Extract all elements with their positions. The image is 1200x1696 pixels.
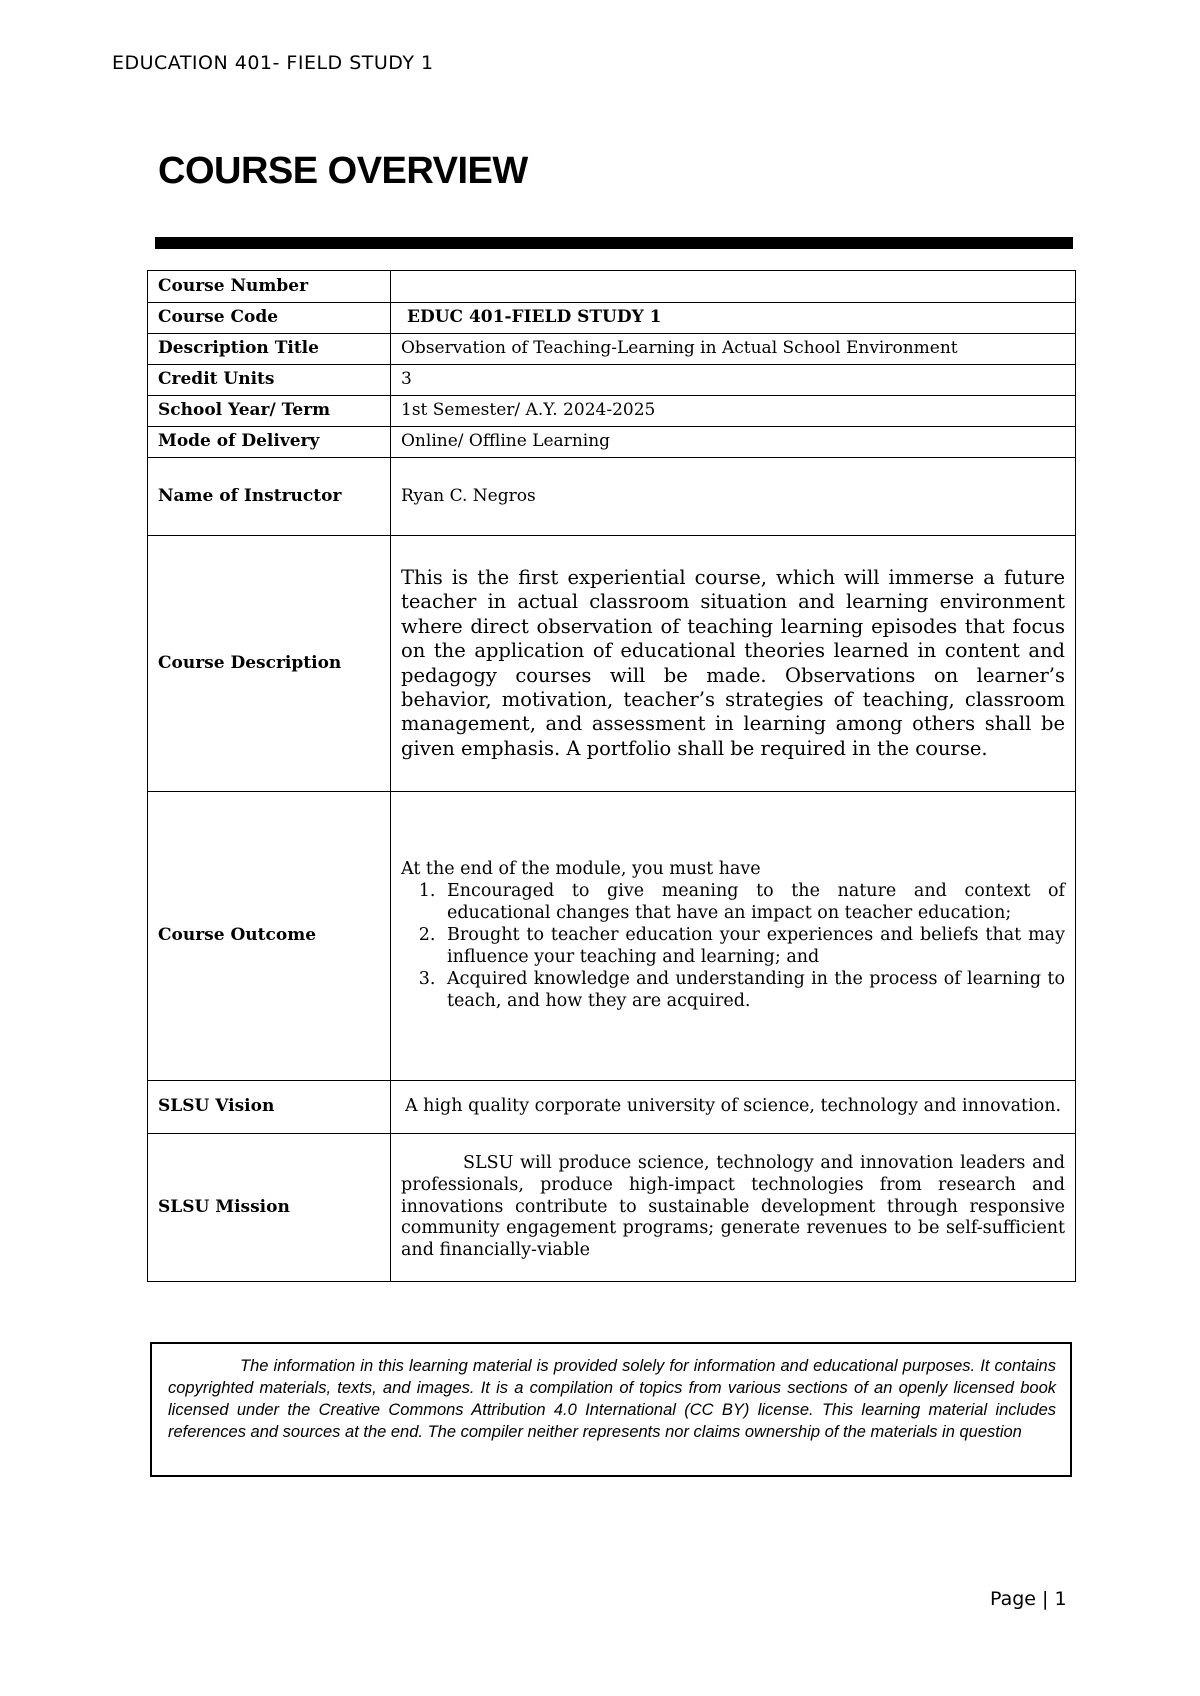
row-vision bbox=[148, 1081, 1076, 1134]
row-mode-delivery bbox=[148, 427, 1076, 458]
outcome-item: 3. Acquired knowledge and understanding in the process of learning to teach, and how they are acquired. bbox=[441, 969, 1065, 1013]
row-course-outcome bbox=[148, 792, 1076, 1081]
row-course-number bbox=[148, 271, 1076, 303]
vision-label: SLSU Vision bbox=[148, 1081, 391, 1134]
course-description-label: Course Description bbox=[148, 536, 391, 792]
outcome-item: 2. Brought to teacher education your experiences and beliefs that may influence your teaching and learning; and bbox=[441, 925, 1065, 969]
instructor-label: Name of Instructor bbox=[148, 458, 391, 536]
outcome-intro: At the end of the module, you must have bbox=[401, 859, 761, 880]
page-number: Page | 1 bbox=[990, 1588, 1067, 1610]
row-school-year bbox=[148, 396, 1076, 427]
row-course-code bbox=[148, 303, 1076, 334]
course-code-value: EDUC 401-FIELD STUDY 1 bbox=[391, 303, 1076, 334]
title-divider bbox=[155, 237, 1073, 249]
page-title: COURSE OVERVIEW bbox=[158, 150, 528, 192]
course-code-label: Course Code bbox=[148, 303, 391, 334]
mode-delivery-value: Online/ Offline Learning bbox=[391, 427, 1076, 458]
school-year-label: School Year/ Term bbox=[148, 396, 391, 427]
course-overview-table bbox=[147, 270, 1076, 1282]
disclaimer-text: The information in this learning material is provided solely for information and educational purposes. It contains copyrighted materials, texts, and images. It is a compilation of topics from various sections of an openly licensed book licensed under the Creative Commons Attribution 4.0 International (CC BY) license. This learning material includes references and sources at the end. The compiler neither represents nor claims ownership of the materials in question bbox=[168, 1357, 1056, 1441]
course-outcome-value bbox=[391, 792, 1076, 1081]
row-description-title bbox=[148, 334, 1076, 365]
vision-value: A high quality corporate university of science, technology and innovation. bbox=[391, 1081, 1076, 1134]
outcome-item: 1. Encouraged to give meaning to the nature and context of educational changes that have an impact on teacher education; bbox=[441, 881, 1065, 925]
row-instructor bbox=[148, 458, 1076, 536]
credit-units-value: 3 bbox=[391, 365, 1076, 396]
mission-label: SLSU Mission bbox=[148, 1134, 391, 1282]
course-description-value: This is the first experiential course, which will immerse a future teacher in actual classroom situation and learning environment where direct observation of teaching learning episodes that focus on the application of educational theories learned in content and pedagogy courses will be made. Observations on learner’s behavior, motivation, teacher’s strategies of teaching, classroom management, and assessment in learning among others shall be given emphasis. A portfolio shall be required in the course. bbox=[391, 536, 1076, 792]
row-credit-units bbox=[148, 365, 1076, 396]
school-year-value: 1st Semester/ A.Y. 2024-2025 bbox=[391, 396, 1076, 427]
course-number-value bbox=[391, 271, 1076, 303]
mission-value bbox=[391, 1134, 1076, 1282]
credit-units-label: Credit Units bbox=[148, 365, 391, 396]
course-outcome-label: Course Outcome bbox=[148, 792, 391, 1081]
instructor-value: Ryan C. Negros bbox=[391, 458, 1076, 536]
description-title-value: Observation of Teaching-Learning in Actual School Environment bbox=[391, 334, 1076, 365]
mission-text: SLSU will produce science, technology and innovation leaders and professionals, produce high-impact technologies from research and innovations contribute to sustainable development through responsive community engagement programs; generate revenues to be self-sufficient and financially-viable bbox=[401, 1152, 1065, 1261]
running-header: EDUCATION 401- FIELD STUDY 1 bbox=[112, 52, 434, 74]
row-mission bbox=[148, 1134, 1076, 1282]
description-title-label: Description Title bbox=[148, 334, 391, 365]
row-course-description bbox=[148, 536, 1076, 792]
mode-delivery-label: Mode of Delivery bbox=[148, 427, 391, 458]
outcome-list bbox=[401, 881, 1065, 1012]
course-number-label: Course Number bbox=[148, 271, 391, 303]
disclaimer-box bbox=[150, 1342, 1072, 1477]
